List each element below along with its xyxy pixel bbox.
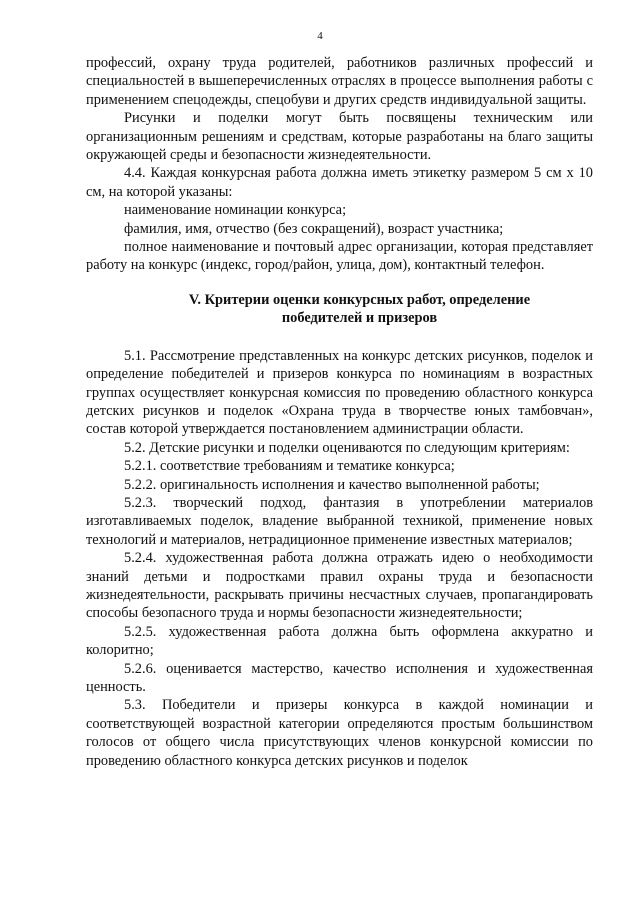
paragraph: 5.2.6. оценивается мастерство, качество исполнения и художественная ценность. (86, 660, 593, 695)
paragraph: 5.2.1. соответствие требованиям и тематике конкурса; (124, 458, 455, 475)
paragraph: наименование номинации конкурса; (124, 202, 347, 219)
paragraph: 5.2. Детские рисунки и поделки оцениваются по следующим критериям: (124, 439, 570, 456)
section-heading-line-2: победителей и призеров (281, 310, 438, 327)
paragraph: 5.2.3. творческий подход, фантазия в употреблении материалов изготавливаемых поделок, владение выбранной техникой, применение новых технологий и материалов, нетрадиционное применение известных материалов; (86, 494, 593, 548)
section-4-continuation (86, 54, 593, 275)
paragraph: 5.2.5. художественная работа должна быть оформлена аккуратно и колоритно; (86, 623, 593, 659)
paragraph: 5.3. Победители и призеры конкурса в каждой номинации и соответствующей возрастной категории определяются простым большинством голосов от общего числа присутствующих членов конкурсной комиссии по проведению областного конкурса детских рисунков и поделок (86, 697, 593, 769)
document-body (86, 54, 593, 770)
paragraph: фамилия, имя, отчество (без сокращений), возраст участника; (124, 220, 504, 237)
page-number: 4 (317, 30, 323, 42)
paragraph: 5.2.2. оригинальность исполнения и качество выполненной работы; (124, 476, 540, 493)
section-heading-line-1: V. Критерии оценки конкурсных работ, определение (188, 291, 531, 308)
paragraph: 5.2.4. художественная работа должна отражать идею о необходимости знаний детьми и подростками правил охраны труда и безопасности жизнедеятельности, раскрывать причины несчастных случаев, пропагандировать способы безопасного труда и нормы безопасности жизнедеятельности; (86, 550, 593, 622)
paragraph: полное наименование и почтовый адрес организации, которая представляет работу на конкурс (индекс, город/район, улица, дом), контактный телефон. (86, 239, 593, 274)
section-5-body (86, 347, 593, 770)
paragraph: Рисунки и поделки могут быть посвящены техническим или организационным решениям и средствам, которые разработаны на благо защиты окружающей среды и безопасности жизнедеятельности. (86, 110, 593, 164)
paragraph: профессий, охрану труда родителей, работников различных профессий и специальностей в вышеперечисленных отраслях в процессе выполнения работы с применением спецодежды, спецобуви и других средств индивидуальной защиты. (86, 55, 593, 108)
paragraph: 4.4. Каждая конкурсная работа должна иметь этикетку размером 5 см х 10 см, на которой указаны: (86, 165, 593, 200)
paragraph: 5.1. Рассмотрение представленных на конкурс детских рисунков, поделок и определение победителей и призеров конкурса по номинациям в возрастных группах осуществляет конкурсная комиссия по проведению областного конкурса детских рисунков и поделок «Охрана труда в творчестве юных тамбовчан», состав которой утверждается постановлением администрации области. (86, 347, 593, 438)
section-heading (86, 291, 593, 328)
